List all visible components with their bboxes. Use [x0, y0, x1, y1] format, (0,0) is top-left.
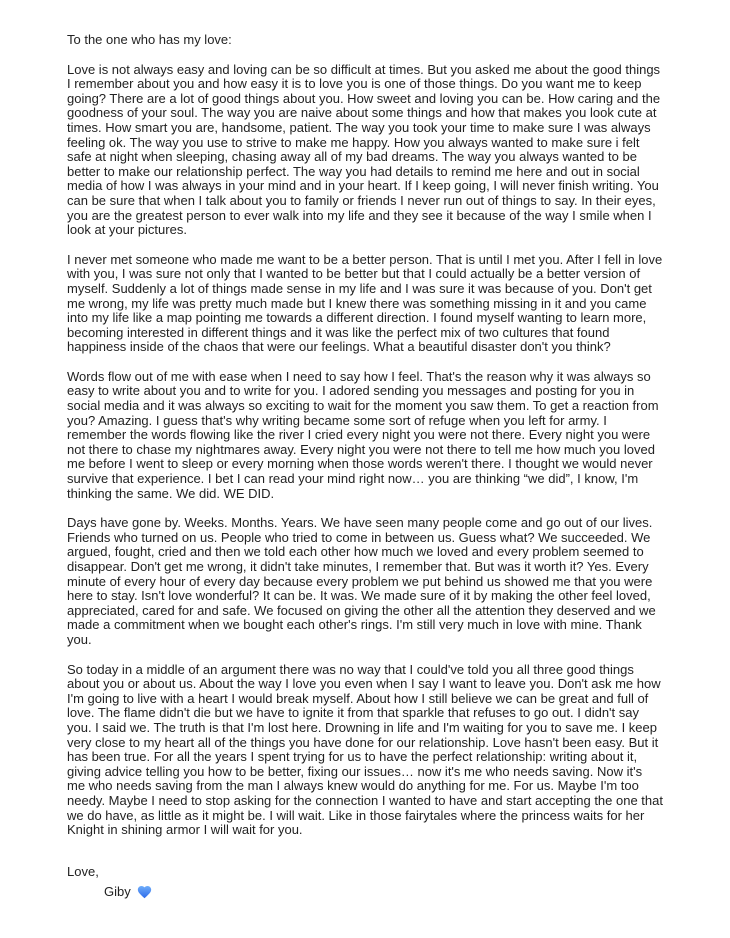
letter-paragraph-5: So today in a middle of an argument there was no way that I could've told you all three good things about you or about us. About the way I love you even when I say I want to leave you. Don't ask me how I'm going to live with a heart I would break myself. About how I still believe we can be great and full of love. The flame didn't die but we have to ignite it from that sparkle that refuses to go out. I didn't say you. I said we. The truth is that I'm lost here. Drowning in life and I'm waiting for you to save me. I keep very close to my heart all of the things you have done for our relationship. Love hasn't been easy. But it has been true. For all the years I spent trying for us to have the perfect relationship: writing about it, giving advice telling you how to be better, fixing our issues… now it's me who needs saving. Now it's me who needs saving from the man I always knew would do anything for me. For us. Maybe I'm too needy. Maybe I need to stop asking for the connection I wanted to have and start accepting the one that we do have, as little as it might be. I will wait. Like in those fairytales where the princess waits for her Knight in shining armor I will wait for you. — [67, 661, 663, 838]
letter-paragraph-4: Days have gone by. Weeks. Months. Years. We have seen many people come and go out of our lives. Friends who turned on us. People who tried to come in between us. Guess what? We succeeded. We argued, fought, cried and then we told each other how much we loved and every problem seemed to disappear. Don't get me wrong, it didn't take minutes, I remember that. But was it worth it? Yes. Every minute of every hour of every day because every problem we put behind us showed me that you were here to stay. Isn't love wonderful? It can be. It was. We made sure of it by making the other feel loved, appreciated, cared for and safe. We focused on giving the other all the attention they deserved and we made a commitment when we bought each other's rings. I'm still very much in love with mine. Thank you. — [67, 515, 656, 647]
letter-signature — [67, 884, 663, 900]
letter-paragraph-1: Love is not always easy and loving can be so difficult at times. But you asked me about the good things I remember about you and how easy it is to love you is one of those things. Do you want me to keep going? There are a lot of good things about you. How sweet and loving you can be. How caring and the goodness of your soul. The way you are naive about some things and how that makes you look cute at times. How smart you are, handsome, patient. The way you took your time to make sure I was always feeling ok. The way you use to strive to make me happy. How you always wanted to make sure i felt safe at night when sleeping, chasing away all of my bad dreams. The way you always wanted to be better to make our relationship perfect. The way you had details to remind me here and out in social media of how I was always in your mind and in your heart. If I keep going, I will never finish writing. You can be sure that when I talk about you to family or friends I never run out of things to say. In their eyes, you are the greatest person to ever walk into my life and they see it because of the way I smile when I look at your pictures. — [67, 61, 661, 238]
letter-paragraph-2: I never met someone who made me want to be a better person. That is until I met you. After I fell in love with you, I was sure not only that I wanted to be better but that I could actually be a better version of myself. Suddenly a lot of things made sense in my life and I was sure it was because of you. Don't get me wrong, my life was pretty much made but I knew there was something missing in it and you came into my life like a map pointing me towards a different direction. I found myself wanting to learn more, becoming interested in different things and it was like the perfect mix of two cultures that found happiness inside of the chaos that were our feelings. What a beautiful disaster don't you think? — [67, 251, 663, 355]
letter-salutation: To the one who has my love: — [67, 32, 232, 47]
letter-paragraph-3: Words flow out of me with ease when I need to say how I feel. That's the reason why it was always so easy to write about you and to write for you. I adored sending you messages and posting for you in social media and it was always so exciting to wait for the moment you saw them. To get a reaction from you? Amazing. I guess that's why writing became some sort of refuge when you left for army. I remember the words flowing like the river I cried every night you were not there. Every night you were not there to chase my nightmares away. Every night you were not there to tell me how much you loved me before I went to sleep or every morning when those words weren't there. I thought we would never survive that experience. I bet I can read your mind right now… you are thinking “we did”, I know, I'm thinking the same. We did. WE DID. — [67, 368, 659, 501]
blue-heart-icon — [136, 884, 153, 900]
letter-closing: Love, — [67, 863, 99, 879]
signature-name: Giby — [104, 883, 131, 899]
